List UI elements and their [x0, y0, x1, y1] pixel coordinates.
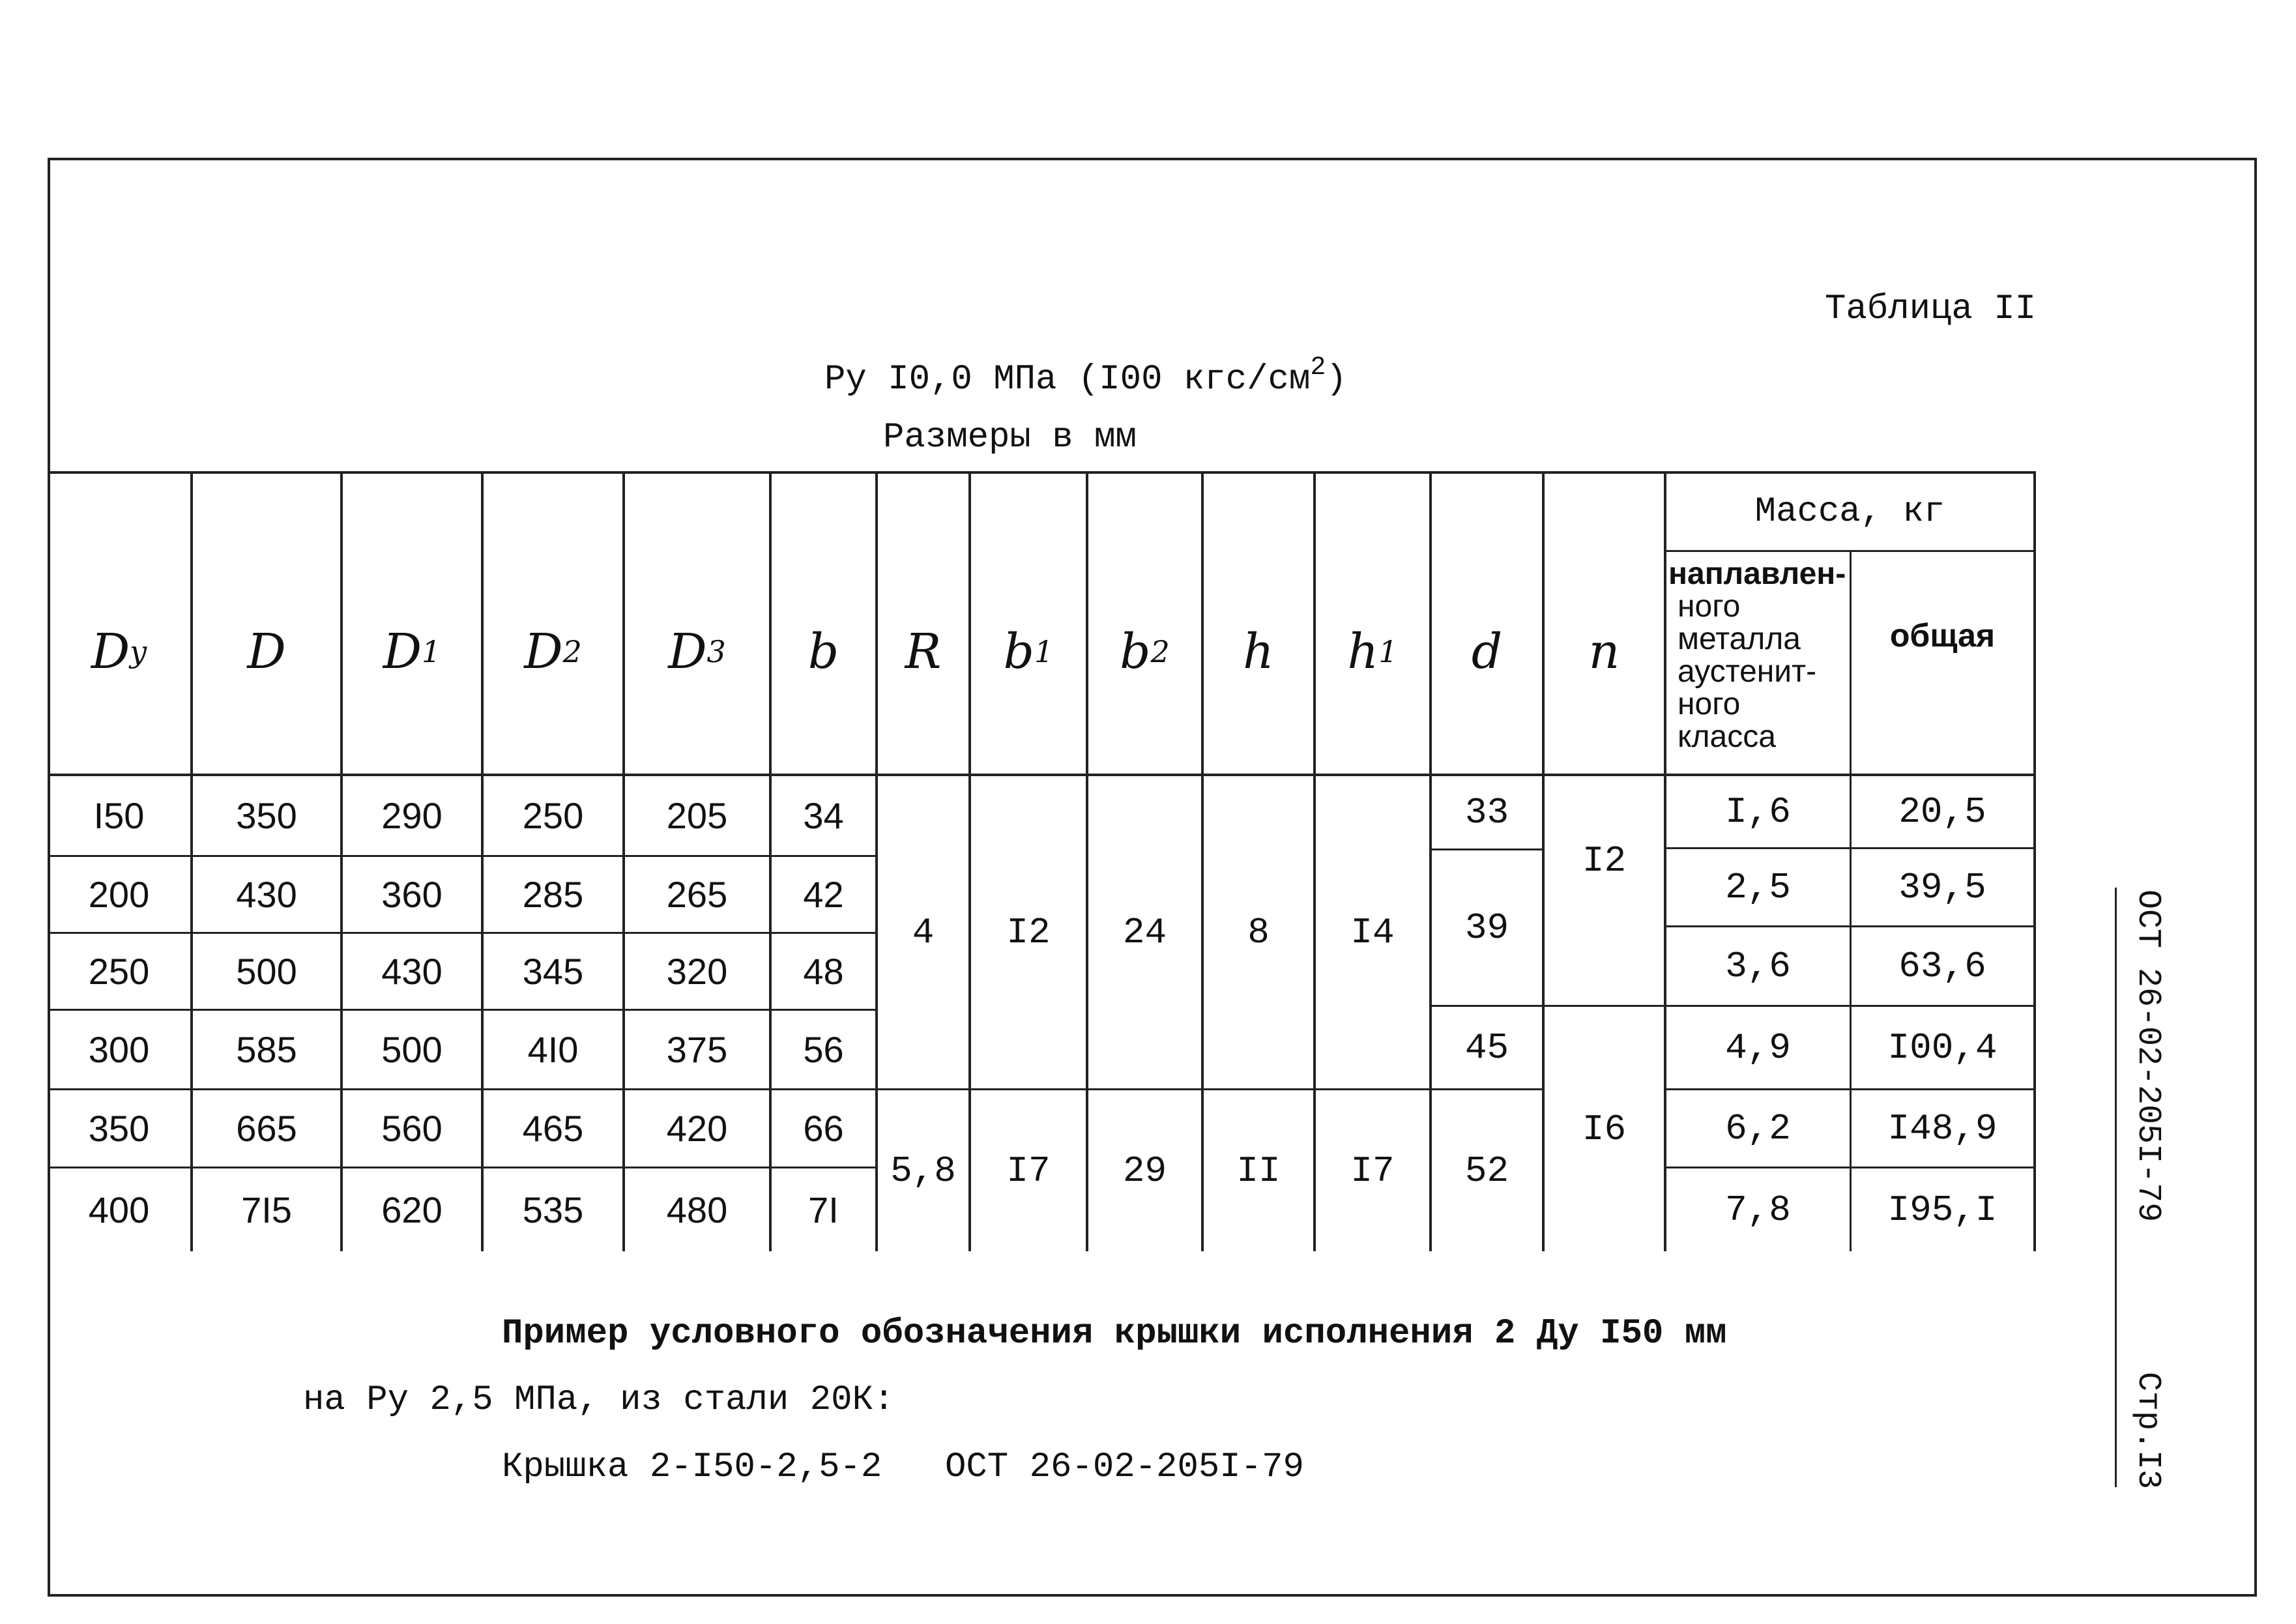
cell-r6-D1: 620: [381, 1189, 443, 1230]
header-Dy: D y: [91, 624, 147, 680]
cell-r4-D: 585: [236, 1028, 297, 1070]
side-rule: [2115, 888, 2117, 1487]
cell-r1-D2: 250: [522, 794, 584, 836]
cell-d-row1: 33: [1464, 791, 1509, 834]
cell-r6-Dy: 400: [88, 1189, 150, 1230]
header-mass-clad: наплавлен- ного металла аустенит- ного класса: [1668, 557, 1846, 754]
cell-r3-D: 500: [236, 950, 297, 992]
cell-r4-D1: 500: [381, 1028, 443, 1070]
header-D3: D 3: [668, 624, 726, 680]
cell-b1-rows5-6: I7: [1006, 1150, 1051, 1192]
header-D2: D 2: [524, 624, 582, 680]
cell-r5-Dy: 350: [88, 1107, 150, 1149]
example-line-2: на Ру 2,5 МПа, из стали 20К:: [303, 1380, 895, 1420]
cell-h-rows1-4: 8: [1247, 911, 1270, 953]
cell-n-rows4-6: I6: [1582, 1108, 1627, 1150]
cell-h-rows5-6: II: [1236, 1150, 1281, 1192]
cell-r1-mass-clad: I,6: [1725, 790, 1791, 833]
pressure-line: Ру I0,0 МПа (I00 кгс/$см^2$): [824, 353, 1347, 399]
cell-r2-D2: 285: [522, 873, 584, 915]
header-d: d: [1471, 624, 1503, 680]
cell-r3-D1: 430: [381, 950, 443, 992]
cell-r1-mass-total: 20,5: [1898, 790, 1986, 833]
header-b: b: [807, 624, 839, 680]
cell-r6-D3: 480: [666, 1189, 728, 1230]
header-D: D: [247, 624, 286, 680]
side-standard-label: ОСТ 26-02-205I-79: [2129, 890, 2166, 1223]
cell-r3-mass-total: 63,6: [1898, 945, 1986, 987]
cell-r2-D1: 360: [381, 873, 443, 915]
cell-r6-mass-total: I95,I: [1887, 1189, 1998, 1231]
side-page-label: Стр.I3: [2129, 1372, 2166, 1490]
example-line-1: Пример условного обозначения крышки исполнения 2 Ду I50 мм: [502, 1314, 1727, 1354]
cell-r6-b: 7I: [808, 1189, 839, 1230]
cell-r2-D3: 265: [666, 873, 728, 915]
cell-r2-b: 42: [803, 873, 844, 915]
cell-r3-Dy: 250: [88, 950, 150, 992]
cell-b2-rows1-4: 24: [1122, 911, 1167, 953]
header-D1: D 1: [383, 624, 441, 680]
units-line: Размеры в мм: [883, 418, 1137, 457]
cell-r2-mass-clad: 2,5: [1725, 866, 1791, 908]
cell-r5-D3: 420: [666, 1107, 728, 1149]
cell-r3-b: 48: [803, 950, 844, 992]
cell-r5-b: 66: [803, 1107, 844, 1149]
cell-r4-mass-total: I00,4: [1887, 1026, 1998, 1069]
cell-r4-D3: 375: [666, 1028, 728, 1070]
header-b2: b 2: [1120, 624, 1170, 680]
cell-r1-D: 350: [236, 794, 297, 836]
cell-r1-b: 34: [803, 794, 844, 836]
cell-r2-mass-total: 39,5: [1898, 866, 1986, 908]
cell-d-rows5-6: 52: [1464, 1150, 1509, 1192]
example-line-3-part-a: Крышка 2-I50-2,5-2: [502, 1447, 882, 1487]
cell-r6-D: 7I5: [241, 1189, 292, 1230]
header-b1: b 1: [1003, 624, 1054, 680]
cell-r5-D2: 465: [522, 1107, 584, 1149]
cell-r3-mass-clad: 3,6: [1725, 945, 1791, 987]
cell-r1-Dy: I50: [93, 794, 145, 836]
cell-h1-rows1-4: I4: [1350, 911, 1395, 953]
cell-d-row4: 45: [1464, 1026, 1509, 1069]
cell-r5-D1: 560: [381, 1107, 443, 1149]
cell-r4-Dy: 300: [88, 1028, 150, 1070]
cell-r5-mass-clad: 6,2: [1725, 1107, 1791, 1150]
cell-d-rows2-3: 39: [1464, 906, 1509, 949]
cell-r5-mass-total: I48,9: [1887, 1107, 1998, 1150]
header-h1: h 1: [1347, 624, 1398, 680]
cell-n-rows1-3: I2: [1582, 840, 1627, 882]
example-line-3-part-b: ОСТ 26-02-205I-79: [945, 1447, 1304, 1487]
header-n: n: [1588, 624, 1620, 680]
header-mass-group: Масса, кг: [1754, 491, 1945, 532]
cell-r6-mass-clad: 7,8: [1725, 1189, 1791, 1231]
cell-b1-rows1-4: I2: [1006, 911, 1051, 953]
header-R: R: [905, 624, 942, 680]
cell-r4-b: 56: [803, 1028, 844, 1070]
cell-h1-rows5-6: I7: [1350, 1150, 1395, 1192]
cell-r3-D2: 345: [522, 950, 584, 992]
cell-r4-D2: 4I0: [527, 1028, 579, 1070]
cell-r2-D: 430: [236, 873, 297, 915]
cell-r3-D3: 320: [666, 950, 728, 992]
cell-r5-D: 665: [236, 1107, 297, 1149]
cell-r6-D2: 535: [522, 1189, 584, 1230]
cell-R-rows1-4: 4: [912, 911, 935, 953]
cell-r1-D3: 205: [666, 794, 728, 836]
cell-b2-rows5-6: 29: [1122, 1150, 1167, 1192]
cell-r4-mass-clad: 4,9: [1725, 1026, 1791, 1069]
table-label: Таблица II: [1825, 289, 2037, 329]
col-rule-15: [2033, 471, 2036, 1251]
header-mass-total: общая: [1889, 617, 1996, 654]
cell-r1-D1: 290: [381, 794, 443, 836]
cell-r2-Dy: 200: [88, 873, 150, 915]
cell-R-rows5-6: 5,8: [890, 1150, 956, 1192]
header-h: h: [1243, 624, 1274, 680]
